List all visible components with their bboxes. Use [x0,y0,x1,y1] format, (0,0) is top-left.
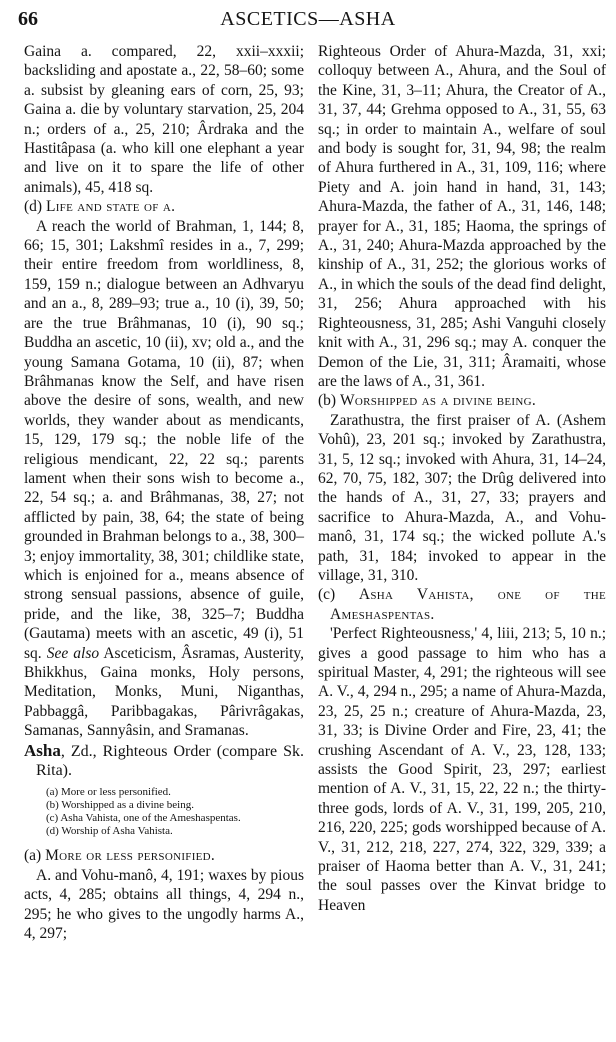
section-a-marker: (a) [24,847,42,865]
section-a-body: A. and Vohu-manô, 4, 191; waxes by pious acts, 4, 285; obtains all things, 4, 294 n., 295; he who gives to the ungodly harms A., 4, 297; [24,866,304,943]
section-c-heading [318,585,606,624]
section-b-heading [318,391,606,410]
section-d-heading [24,197,304,216]
key-item-d: (d) Worship of Asha Vahista. [46,825,173,838]
page-number: 66 [18,8,38,30]
section-b-marker: (b) [318,392,337,410]
running-head: ASCETICS—ASHA [220,8,396,30]
section-b-body: Zarathustra, the first praiser of A. (Ashem Vohû), 23, 201 sq.; invoked by Zarathustra, 31, 5, 12 sq.; invoked with Ahura, 31, 14–24, 62, 70, 75, 182, 307; the Drûg delivered into the hands of A., 31, 27, 33; prayers and sacrifice to Ahura-Mazda, A., and Vohu-manô, 31, 174 sq.; the wicked pollute A.'s path, 31, 184; invoked to appear in the village, 31, 310. [318,411,606,584]
section-c-title: Asha Vahista, one of the Ameshaspentas. [330,586,606,623]
section-c-body: 'Perfect Righteousness,' 4, liii, 213; 5, 10 n.; gives a good passage to him who has a spiritual Master, 4, 291; the righteous will see A. V., 4, 294 n., 295; a name of Ahura-Mazda, 23, 25, 25 n.; creature of Ahura-Mazda, 23, 31, 33; is Divine Order and Fire, 23, 41; the crushing Ascendant of A. V., 23, 128, 133; assists the Good Spirit, 23, 297; earliest mention of A. V., 31, 15, 22, 22 n.; the thirty-three gods, lords of A. V., 31, 199, 205, 210, 216, 220, 225; gods worshipped because of A. V., 31, 212, 218, 227, 274, 322, 329, 339; a praiser of Haoma better than A. V., 31, 241; the soul passes over the Kinvat bridge to Heaven [318,625,606,914]
see-also-list: Asceticism, Âsramas, Austerity, Bhikkhus, Gaina monks, Holy persons, Meditation, Monks, Muni, Niganthas, Pabbaggâ, Paribbagakas, Pârivrâgakas, Samanas, Sannyâsin, and Sramanas. [24,644,304,740]
asha-definition: , Zd., Righteous Order (compare Sk. Rita). [36,742,304,780]
section-c-marker: (c) [318,586,336,604]
page-header [0,8,616,34]
section-d-marker: (d) [24,198,43,216]
key-item-b: (b) Worshipped as a divine being. [46,799,194,812]
ascetics-continuation: Gaina a. compared, 22, xxii–xxxii; backsliding and apostate a., 22, 58–60; some a. subsist by gleaning ears of corn, 25, 93; Gaina a. die by voluntary starvation, 25, 204 n.; orders of a., 25, 210; Ârdraka and the Hastitâpasa (a. who kill one elephant a year and live on it to spare the life of other animals), 45, 418 sq. [24,43,304,196]
section-d-body [24,217,304,741]
right-column [318,42,606,915]
section-d-title: Life and state of a. [45,198,176,216]
key-item-a: (a) More or less personified. [46,786,171,799]
asha-entry-heading [24,741,304,781]
section-a-heading [24,846,304,865]
asha-term: Asha [24,740,61,760]
section-a-continuation: Righteous Order of Ahura-Mazda, 31, xxi; colloquy between A., Ahura, and the Soul of the Kine, 31, 3–11; Ahura, the Creator of A., 31, 37, 44; Grehma opposed to A., 31, 55, 63 sq.; in order to maintain A., welfare of soul and body is sought for, 31, 94, 98; the realm of Ahura furthered in A., 31, 109, 116; where Piety and A. join hand in hand, 31, 143; Ahura-Mazda, the father of A., 31, 146, 148; prayer for A., 31, 185; Haoma, the springs of A., 31, 240; Ahura-Mazda approached by the kinship of A., 31, 252; the glorious works of A., in which the souls of the dead find delight, 31, 256; Ahura approached with his Righteousness, 31, 285; Ashi Vanguhi closely knit with A., 31, 296 sq.; may A. conquer the Demon of the Lie, 31, 311; Âramaiti, whose are the laws of A., 31, 361. [318,43,606,390]
section-d-text: A reach the world of Brahman, 1, 144; 8, 66; 15, 301; Lakshmî resides in a., 7, 299; their entire freedom from worldliness, 8, 159, 159 n.; dialogue between an Adhvaryu and an a., 8, 289–93; true a., 10 (i), 39, 50; are the true Brâhmanas, 10 (i), 90 sq.; Buddha an ascetic, 10 (ii), xv; old a., and the young Samana Gotama, 10 (ii), 87; when Brâhmanas know the Self, and have risen above the desire of sons, wealth, and new worlds, they wander about as mendicants, 15, 129, 179 sq.; the noble life of the religious mendicant, 22, 22 sq.; parents lament when their sons wish to become a., 22, 54 sq.; a. and Brâhmanas, 38, 27; not afflicted by pain, 38, 64; the state of being grounded in Brahman belongs to a., 38, 300–3; enjoy immortality, 38, 301; childlike state, which is enjoined for a., means absence of strong sensual passions, absence of guile, pride, and the like, 38, 325–7; Buddha (Gautama) meets with an ascetic, 49 (i), 51 sq. [24,217,304,662]
asha-subdivision-key [46,786,304,838]
section-b-title: Worshipped as a divine being. [339,392,537,410]
left-column [24,42,304,943]
see-also-label: See also [46,644,100,662]
key-item-c: (c) Asha Vahista, one of the Ameshaspentas. [46,812,241,825]
section-a-title: More or less personified. [45,847,216,865]
